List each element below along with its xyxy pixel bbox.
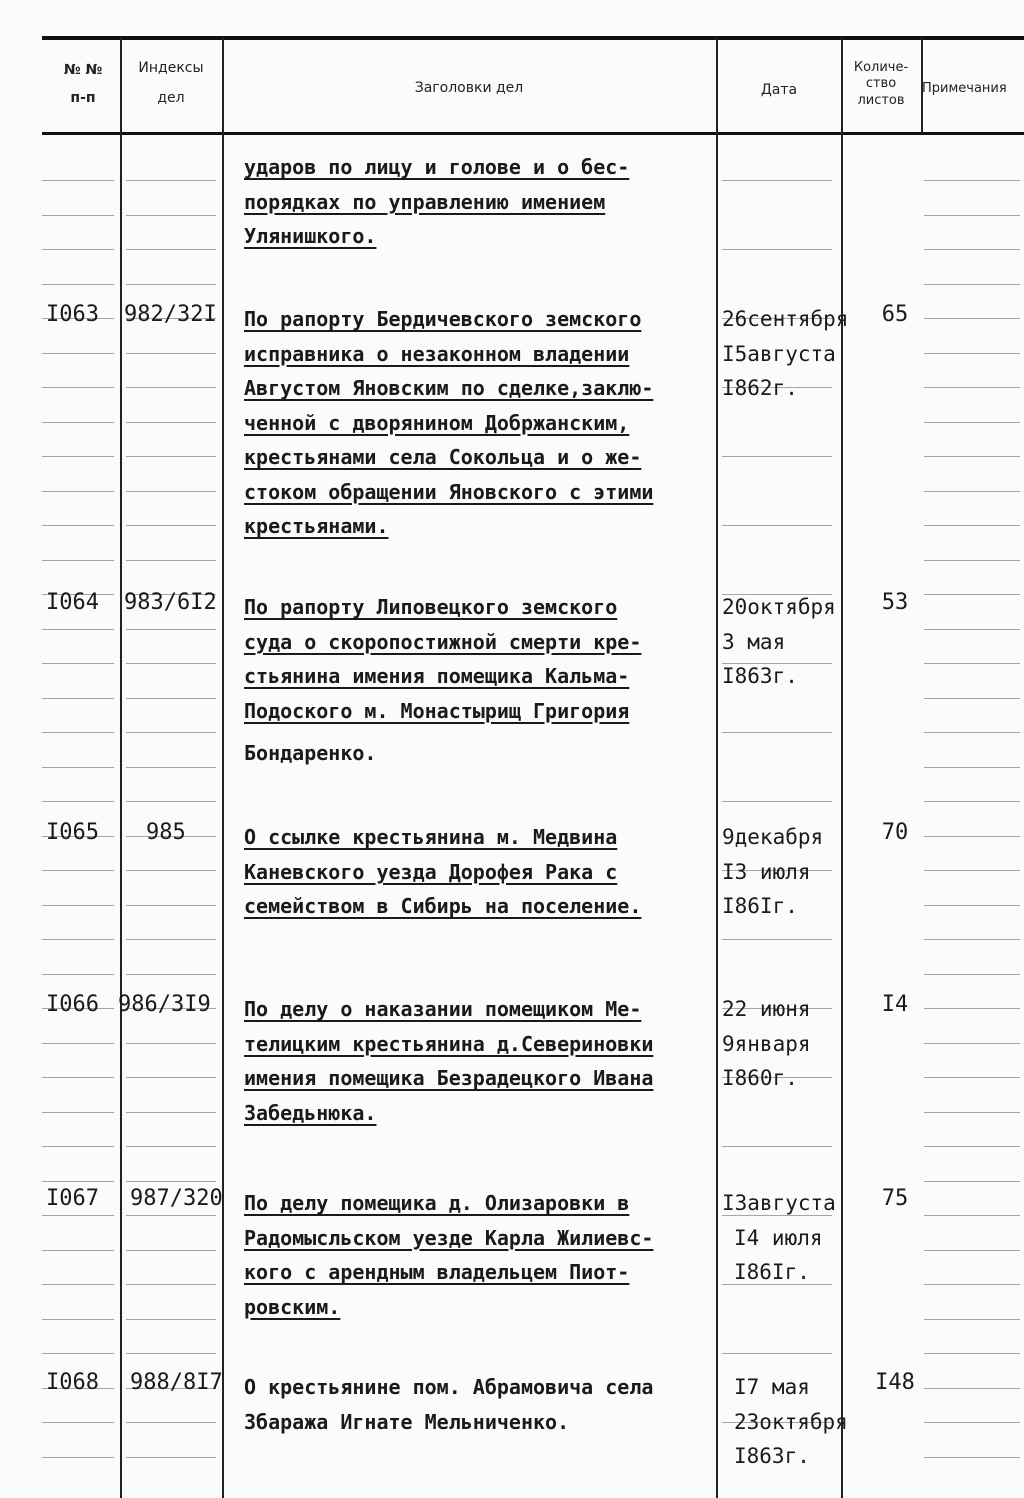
entry-sheets: 65	[881, 302, 909, 327]
ruled-guide-line	[126, 284, 216, 285]
ruled-guide-line	[42, 663, 114, 664]
ruled-guide-line	[42, 1181, 114, 1182]
ruled-guide-line	[722, 525, 832, 526]
ruled-guide-line	[126, 629, 216, 630]
ruled-guide-line	[42, 387, 114, 388]
ruled-guide-line	[924, 1457, 1020, 1458]
ruled-guide-line	[924, 1043, 1020, 1044]
ruled-guide-line	[126, 1353, 216, 1354]
title-line: По делу помещика д. Олизаровки в	[244, 1191, 630, 1215]
ruled-guide-line	[924, 284, 1020, 285]
ruled-guide-line	[42, 422, 114, 423]
ruled-guide-line	[924, 1284, 1020, 1285]
ruled-guide-line	[42, 1284, 114, 1285]
title-line: ударов по лицу и голове и о бес-	[244, 155, 630, 179]
ruled-guide-line	[924, 767, 1020, 768]
ruled-guide-line	[42, 1457, 114, 1458]
ruled-guide-line	[126, 249, 216, 250]
date-line: 9января	[722, 1031, 811, 1056]
ruled-guide-line	[924, 1215, 1020, 1216]
ruled-guide-line	[126, 767, 216, 768]
ruled-guide-line	[924, 905, 1020, 906]
ruled-guide-line	[924, 1319, 1020, 1320]
entry-number: I064	[46, 590, 99, 615]
title-line: Збаража Игнате Мельниченко.	[244, 1409, 570, 1434]
ruled-guide-line	[722, 939, 832, 940]
entry-index: 988/8I7	[130, 1370, 223, 1395]
title-line: суда о скоропостижной смерти кре-	[244, 629, 642, 654]
date-line: 26сентября	[722, 307, 849, 331]
date-line: I863г.	[722, 664, 798, 688]
header-sheets-line2: ство	[865, 76, 897, 92]
ruled-guide-line	[924, 353, 1020, 354]
ruled-guide-line	[126, 1181, 216, 1182]
ruled-guide-line	[924, 663, 1020, 664]
ruled-guide-line	[42, 1353, 114, 1354]
entry-sheets: 53	[881, 590, 909, 615]
ruled-guide-line	[722, 1146, 832, 1147]
entry-dates	[722, 590, 836, 694]
ruled-guide-line	[924, 870, 1020, 871]
ruled-guide-line	[924, 1388, 1020, 1389]
entry-index: 983/6I2	[124, 590, 217, 615]
ruled-guide-line	[42, 525, 114, 526]
title-line: ченной с дворянином Добржанским,	[244, 410, 630, 435]
header-notes: Примечания	[922, 81, 1007, 96]
ruled-guide-line	[722, 801, 832, 802]
entry-sheets: 75	[881, 1186, 909, 1211]
ruled-guide-line	[42, 629, 114, 630]
ruled-guide-line	[126, 974, 216, 975]
ruled-guide-line	[42, 284, 114, 285]
ruled-guide-line	[42, 1215, 114, 1216]
ruled-guide-line	[126, 1077, 216, 1078]
ruled-guide-line	[924, 974, 1020, 975]
title-line: Бондаренко.	[244, 741, 377, 765]
entry-sheets: 70	[881, 820, 909, 845]
entry-title	[244, 302, 714, 544]
ruled-guide-line	[42, 698, 114, 699]
ruled-guide-line	[924, 1112, 1020, 1113]
title-line: телицким крестьянина д.Севериновки	[244, 1031, 654, 1056]
entry-dates	[722, 302, 848, 406]
ruled-guide-line	[126, 456, 216, 457]
date-line: I5августа	[722, 341, 836, 366]
entry-dates	[722, 1186, 836, 1290]
header-sheets-line1: Количе-	[853, 60, 909, 75]
ruled-guide-line	[126, 387, 216, 388]
ruled-guide-line	[924, 1077, 1020, 1078]
header-bottom-rule	[42, 132, 1024, 135]
ruled-guide-line	[722, 456, 832, 457]
date-line: 20октября	[722, 595, 836, 619]
title-line: крестьянами.	[244, 514, 389, 538]
ruled-guide-line	[126, 870, 216, 871]
ruled-guide-line	[126, 525, 216, 526]
ruled-guide-line	[924, 1181, 1020, 1182]
ruled-guide-line	[924, 215, 1020, 216]
entry-index: 986/3I9	[118, 992, 211, 1017]
entry-dates	[722, 992, 811, 1096]
ruled-guide-line	[924, 732, 1020, 733]
title-line: Радомысльском уезде Карла Жилиевс-	[244, 1225, 654, 1250]
ruled-guide-line	[126, 422, 216, 423]
ruled-guide-line	[126, 1422, 216, 1423]
date-line: I862г.	[722, 376, 798, 400]
title-line: По рапорту Бердичевского земского	[244, 307, 642, 331]
entry-dates	[734, 1370, 848, 1474]
entry-number: I067	[46, 1186, 99, 1211]
ruled-guide-line	[126, 1250, 216, 1251]
ruled-guide-line	[126, 1146, 216, 1147]
header-sheets	[843, 60, 919, 109]
continuation-title	[244, 150, 714, 254]
entry-number: I065	[46, 820, 99, 845]
ruled-guide-line	[42, 974, 114, 975]
ruled-guide-line	[924, 318, 1020, 319]
entry-index: 982/32I	[124, 302, 217, 327]
header-top-rule	[42, 36, 1024, 40]
ruled-guide-line	[924, 456, 1020, 457]
title-line: Каневского уезда Дорофея Рака с	[244, 859, 618, 884]
title-line: О крестьянине пом. Абрамовича села	[244, 1375, 654, 1399]
title-line: стьянина имения помещика Кальма-	[244, 664, 630, 688]
ruled-guide-line	[924, 560, 1020, 561]
ruled-guide-line	[42, 1319, 114, 1320]
header-index-line2: дел	[157, 90, 185, 107]
ruled-guide-line	[924, 180, 1020, 181]
ruled-guide-line	[722, 180, 832, 181]
ruled-guide-line	[126, 1112, 216, 1113]
ruled-guide-line	[42, 456, 114, 457]
date-line: I3августа	[722, 1191, 836, 1215]
ruled-guide-line	[924, 1422, 1020, 1423]
ruled-guide-line	[126, 663, 216, 664]
ruled-guide-line	[126, 905, 216, 906]
ruled-guide-line	[126, 801, 216, 802]
title-line: О ссылке крестьянина м. Медвина	[244, 825, 618, 849]
column-divider-date	[841, 38, 843, 1498]
column-divider-index	[222, 38, 224, 1498]
entry-index: 987/320	[130, 1186, 223, 1211]
header-index-line1: Индексы	[138, 60, 204, 76]
ruled-guide-line	[126, 1215, 216, 1216]
date-line: 9декабря	[722, 825, 824, 849]
header-number-line1: № №	[63, 62, 103, 78]
ruled-guide-line	[924, 836, 1020, 837]
ruled-guide-line	[42, 1250, 114, 1251]
column-divider-number	[120, 38, 122, 1498]
ruled-guide-line	[42, 801, 114, 802]
title-line: Забедьнюка.	[244, 1100, 377, 1125]
ruled-guide-line	[42, 180, 114, 181]
ruled-guide-line	[924, 422, 1020, 423]
title-line: ровским.	[244, 1294, 341, 1319]
ruled-guide-line	[126, 1457, 216, 1458]
title-line: Августом Яновским по сделке,заклю-	[244, 376, 654, 400]
ruled-guide-line	[126, 1043, 216, 1044]
ruled-guide-line	[126, 698, 216, 699]
ruled-guide-line	[42, 870, 114, 871]
date-line: I860г.	[722, 1066, 798, 1090]
ruled-guide-line	[924, 491, 1020, 492]
date-line: 3 мая	[722, 629, 786, 654]
date-line: I4 июля	[734, 1225, 823, 1250]
ruled-guide-line	[924, 1250, 1020, 1251]
ruled-guide-line	[924, 249, 1020, 250]
ruled-guide-line	[42, 215, 114, 216]
entry-title	[244, 590, 714, 771]
title-line: имения помещика Безрадецкого Ивана	[244, 1066, 654, 1090]
date-line: I86Iг.	[734, 1260, 810, 1284]
ruled-guide-line	[42, 1422, 114, 1423]
ruled-guide-line	[722, 1353, 832, 1354]
header-number-line2: п-п	[70, 90, 96, 107]
ruled-guide-line	[126, 560, 216, 561]
date-line: I863г.	[734, 1444, 810, 1468]
entry-sheets: I48	[875, 1370, 915, 1395]
entry-dates	[722, 820, 823, 924]
ruled-guide-line	[126, 1319, 216, 1320]
ruled-guide-line	[42, 1043, 114, 1044]
ruled-guide-line	[42, 732, 114, 733]
entry-title	[244, 992, 714, 1130]
title-line: Подоского м. Монастырищ Григория	[244, 698, 630, 723]
ruled-guide-line	[42, 1112, 114, 1113]
ruled-guide-line	[42, 1146, 114, 1147]
ruled-guide-line	[126, 1284, 216, 1285]
date-line: I3 июля	[722, 859, 811, 884]
header-titles: Заголовки дел	[414, 80, 524, 96]
ruled-guide-line	[924, 1008, 1020, 1009]
ruled-guide-line	[126, 491, 216, 492]
title-line: По рапорту Липовецкого земского	[244, 595, 618, 619]
entry-number: I063	[46, 302, 99, 327]
title-line: крестьянами села Сокольца и о же-	[244, 445, 642, 469]
ruled-guide-line	[924, 1146, 1020, 1147]
ruled-guide-line	[924, 1353, 1020, 1354]
entry-sheets: I4	[881, 992, 909, 1017]
ruled-guide-line	[126, 939, 216, 940]
ruled-guide-line	[924, 525, 1020, 526]
ruled-guide-line	[924, 939, 1020, 940]
ruled-guide-line	[924, 801, 1020, 802]
entry-number: I068	[46, 1370, 99, 1395]
date-line: I86Iг.	[722, 894, 798, 918]
title-line: кого с арендным владельцем Пиот-	[244, 1260, 630, 1284]
header-number	[50, 60, 116, 109]
ruled-guide-line	[42, 491, 114, 492]
title-line: Улянишкого.	[244, 224, 377, 248]
ruled-guide-line	[126, 215, 216, 216]
ruled-guide-line	[42, 939, 114, 940]
ruled-guide-line	[924, 387, 1020, 388]
ruled-guide-line	[924, 629, 1020, 630]
title-line: порядках по управлению имением	[244, 189, 606, 214]
ruled-guide-line	[42, 249, 114, 250]
column-divider-title	[716, 38, 718, 1498]
ruled-guide-line	[42, 353, 114, 354]
entry-number: I066	[46, 992, 99, 1017]
date-line: 22 июня	[722, 997, 811, 1021]
header-index	[124, 58, 218, 109]
date-line: I7 мая	[734, 1375, 810, 1399]
ruled-guide-line	[722, 732, 832, 733]
ruled-guide-line	[126, 353, 216, 354]
ruled-guide-line	[126, 732, 216, 733]
entry-title	[244, 1370, 714, 1439]
date-line: 23октября	[734, 1409, 848, 1434]
header-sheets-line3: листов	[857, 92, 905, 108]
header-date: Дата	[760, 82, 798, 98]
ruled-guide-line	[42, 905, 114, 906]
entry-index: 985	[146, 820, 186, 845]
ruled-guide-line	[924, 594, 1020, 595]
title-line: исправника о незаконном владении	[244, 341, 630, 366]
ruled-guide-line	[42, 1077, 114, 1078]
title-line: семейством в Сибирь на поселение.	[244, 894, 642, 918]
ruled-guide-line	[42, 767, 114, 768]
ruled-guide-line	[924, 698, 1020, 699]
ruled-guide-line	[722, 249, 832, 250]
title-line: стоком обращении Яновского с этими	[244, 479, 654, 504]
title-line: По делу о наказании помещиком Ме-	[244, 997, 642, 1021]
ruled-guide-line	[42, 560, 114, 561]
entry-title	[244, 1186, 714, 1324]
ruled-guide-line	[126, 180, 216, 181]
entry-title	[244, 820, 714, 924]
